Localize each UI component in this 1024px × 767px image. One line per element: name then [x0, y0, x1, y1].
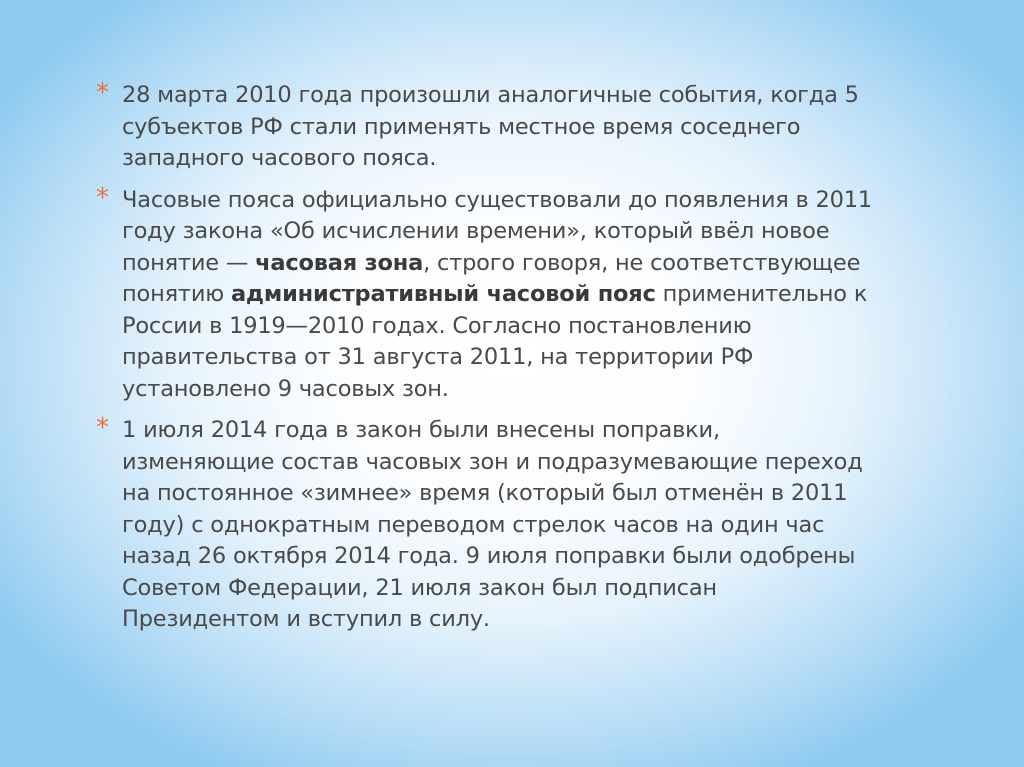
term-time-zone: часовая зона — [255, 249, 424, 276]
bullet-3-line-5: назад 26 октября 2014 года. 9 июля поправки были одобрены — [122, 543, 856, 569]
bullet-3-line-6: Советом Федерации, 21 июля закон был подписан — [122, 574, 717, 601]
bullet-item-2 — [96, 182, 976, 406]
bullet-star-icon: * — [96, 413, 109, 443]
bullet-2-line-3-before: понятие — — [122, 249, 256, 276]
bullet-item-1 — [96, 80, 976, 175]
bullet-2-line-4-before: понятию — [122, 281, 231, 307]
bullet-3-line-7: Президентом и вступил в силу. — [122, 606, 490, 632]
bullet-item-3 — [96, 415, 976, 636]
bullet-2-line-4 — [122, 279, 976, 311]
bullet-2-line-2: году закона «Об исчислении времени», который ввёл новое — [122, 218, 830, 244]
bullet-star-icon: * — [96, 182, 109, 213]
bullet-1-line-1: 28 марта 2010 года произошли аналогичные события, когда 5 — [122, 82, 859, 108]
bullet-2-line-5: России в 1919—2010 годах. Согласно постановлению — [122, 312, 752, 339]
term-administrative-time-zone: административный часовой пояс — [230, 281, 656, 307]
bullet-2-line-7: установлено 9 часовых зон. — [122, 375, 449, 402]
bullet-3-line-2: изменяющие состав часовых зон и подразумевающие переход — [122, 448, 863, 475]
bullet-2-line-1: Часовые пояса официально существовали до появления в 2011 — [122, 186, 873, 213]
bullet-star-icon: * — [96, 78, 109, 108]
bullet-3-line-1: 1 июля 2014 года в закон были внесены поправки, — [122, 417, 720, 443]
bullet-1-line-3: западного часового пояса. — [122, 145, 437, 171]
bullet-2-line-6: правительства от 31 августа 2011, на территории РФ — [122, 344, 754, 370]
bullet-2-line-3-after: , строго говоря, не соответствующее — [423, 249, 861, 276]
slide-content — [96, 80, 976, 636]
bullet-3-line-4: году) с однократным переводом стрелок часов на один час — [122, 511, 825, 538]
bullet-2-line-3 — [122, 248, 976, 280]
bullet-1-line-2: субъектов РФ стали применять местное время соседнего — [122, 113, 801, 140]
bullet-3-line-3: на постоянное «зимнее» время (который был отменён в 2011 — [122, 480, 848, 506]
bullet-2-line-4-after: применительно к — [655, 281, 868, 307]
